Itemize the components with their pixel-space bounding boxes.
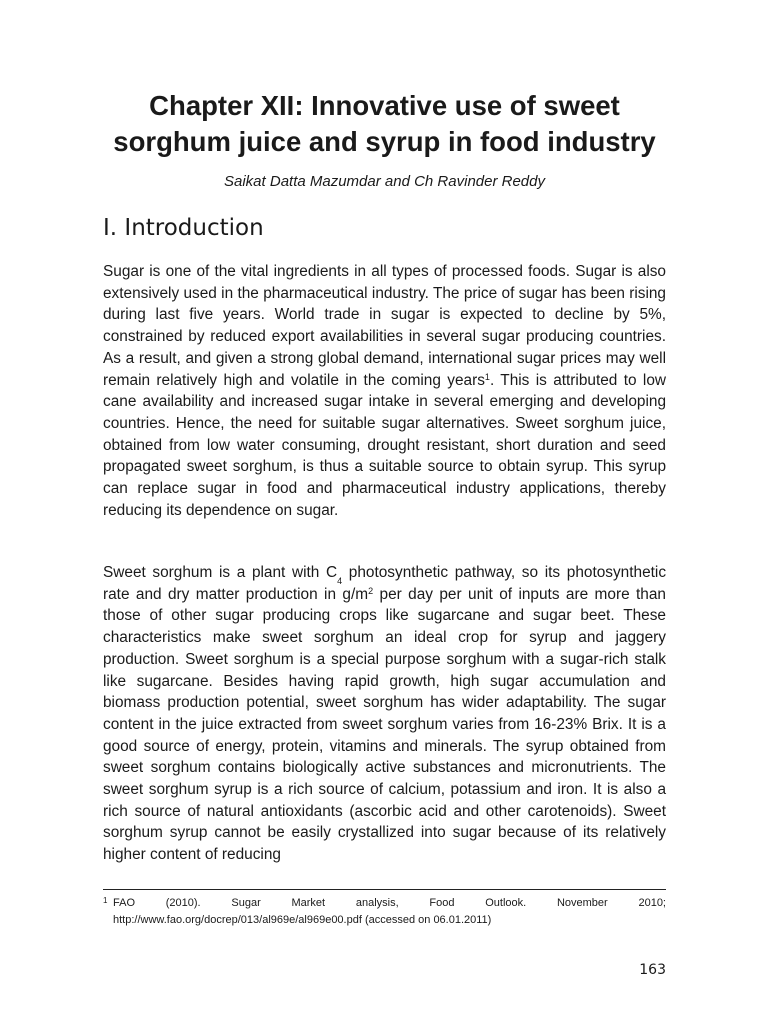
chapter-title-line-2: sorghum juice and syrup in food industry	[113, 126, 656, 157]
body-paragraph-2	[103, 562, 666, 866]
c4-subscript: 4	[337, 576, 343, 587]
paragraph-1-text-b: . This is attributed to low cane availability and increased sugar intake in several emerging and developing countries. Hence, the need for suitable sugar alternatives. Sweet sorghum juice, obtained from low water consuming, drought resistant, short duration and seed propagated sweet sorghum, is thus a suitable source to obtain syrup. This syrup can replace sugar in food and pharmaceutical industry applications, thereby reducing its dependence on sugar.	[103, 371, 666, 519]
footnote	[103, 895, 666, 929]
chapter-title	[83, 88, 686, 160]
footnote-divider	[103, 889, 666, 890]
document-page	[103, 0, 666, 1024]
squared-superscript: 2	[368, 585, 374, 596]
body-paragraph-1	[103, 261, 666, 521]
paragraph-2-text-c: per day per unit of inputs are more than those of other sugar producing crops like sugarcane and sugar beet. These characteristics make sweet sorghum an ideal crop for syrup and jaggery production. Sweet sorghum is a special purpose sorghum with a sugar-rich stalk like sugarcane. Besides having rapid growth, high sugar accumulation and biomass production potential, sweet sorghum has wider adaptability. The sugar content in the juice extracted from sweet sorghum varies from 16-23% Brix. It is a good source of energy, protein, vitamins and minerals. The syrup obtained from sweet sorghum contains biologically active substances and micronutrients. The sweet sorghum syrup is a rich source of calcium, potassium and iron. It is also a rich source of natural antioxidants (ascorbic acid and other carotenoids). Sweet sorghum syrup cannot be easily crystallized into sugar because of its relatively higher content of reducing	[103, 585, 666, 864]
paragraph-2-text-b: photosynthetic pathway, so its photosynthetic rate and dry matter production in g/m	[103, 564, 667, 603]
page-number: 163	[639, 962, 666, 978]
paragraph-1-text-a: Sugar is one of the vital ingredients in all types of processed foods. Sugar is also extensively used in the pharmaceutical industry. The price of sugar has been rising during last five years. World trade in sugar is expected to decline by 5%, constrained by reduced export availabilities in several sugar producing countries. As a result, and given a strong global demand, international sugar prices may well remain relatively high and volatile in the coming years	[103, 263, 666, 389]
footnote-mark: 1	[103, 896, 108, 905]
paragraph-2-text-a: Sweet sorghum is a plant with C	[103, 564, 338, 581]
chapter-authors: Saikat Datta Mazumdar and Ch Ravinder Reddy	[224, 173, 545, 190]
footnote-reference[interactable]: 1	[484, 371, 490, 382]
section-heading-introduction: I. Introduction	[103, 215, 264, 241]
footnote-text: FAO (2010). Sugar Market analysis, Food Outlook. November 2010; http://www.fao.org/docrep/013/al969e/al969e00.pdf (accessed on 06.01.2011)	[113, 897, 666, 926]
chapter-title-line-1: Chapter XII: Innovative use of sweet	[149, 90, 620, 121]
